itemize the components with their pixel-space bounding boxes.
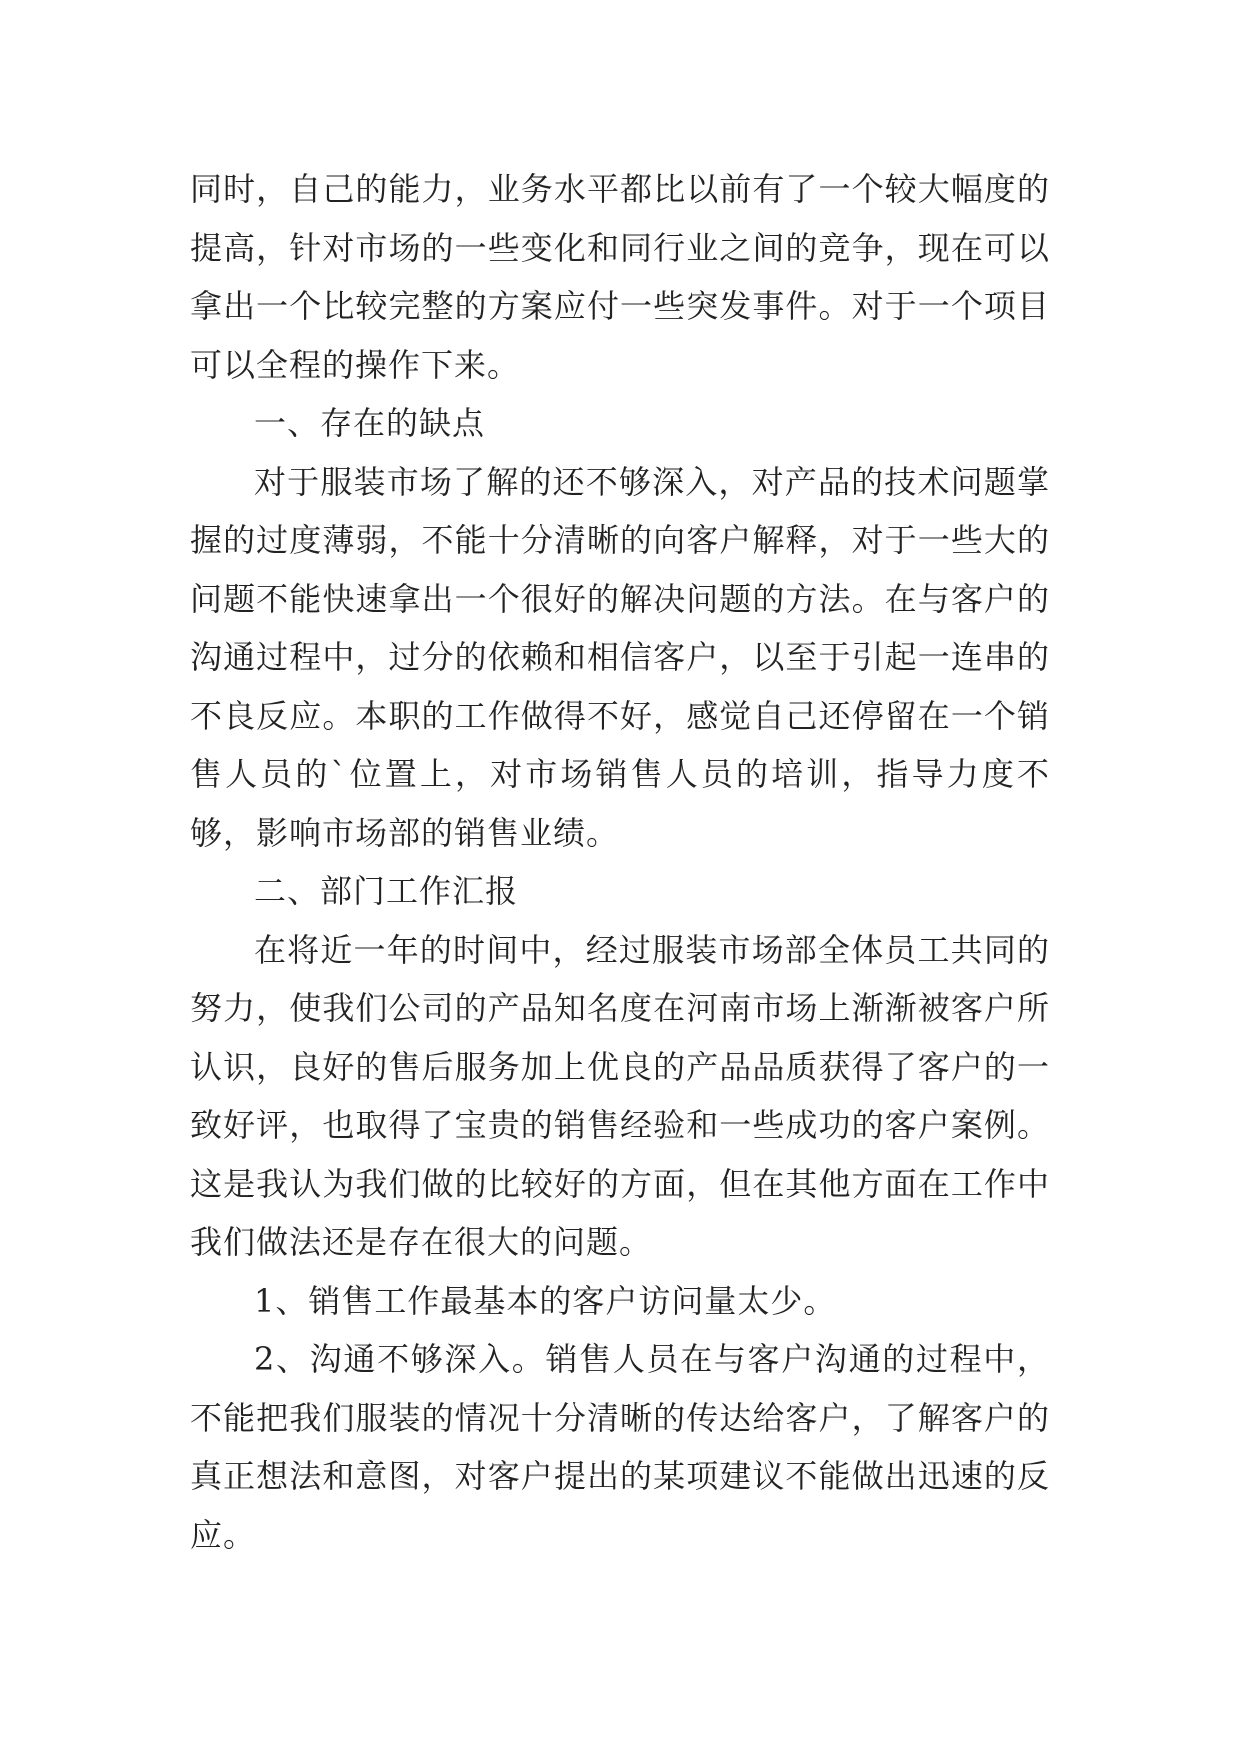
section-heading-shortcomings: 一、存在的缺点 xyxy=(254,404,486,442)
list-item-1: 1、销售工作最基本的客户访问量太少。 xyxy=(254,1281,837,1320)
paragraph-continuation: 同时，自己的能力，业务水平都比以前有了一个较大幅度的提高，针对市场的一些变化和同行业之间的竞争，现在可以拿出一个比较完整的方案应付一些突发事件。对于一个项目可以全程的操作下来。 xyxy=(190,170,1050,384)
section-heading-department-report: 二、部门工作汇报 xyxy=(254,872,519,910)
paragraph-shortcomings: 对于服装市场了解的还不够深入，对产品的技术问题掌握的过度薄弱，不能十分清晰的向客户解释，对于一些大的问题不能快速拿出一个很好的解决问题的方法。在与客户的沟通过程中，过分的依赖和相信客户，以至于引起一连串的不良反应。本职的工作做得不好，感觉自己还停留在一个销售人员的`位置上，对市场销售人员的培训，指导力度不够，影响市场部的销售业绩。 xyxy=(190,462,1050,852)
paragraph-department-report: 在将近一年的时间中，经过服装市场部全体员工共同的努力，使我们公司的产品知名度在河南市场上渐渐被客户所认识，良好的售后服务加上优良的产品品质获得了客户的一致好评，也取得了宝贵的销售经验和一些成功的客户案例。这是我认为我们做的比较好的方面，但在其他方面在工作中我们做法还是存在很大的问题。 xyxy=(190,930,1050,1261)
list-item-2: 2、沟通不够深入。销售人员在与客户沟通的过程中，不能把我们服装的情况十分清晰的传达给客户，了解客户的真正想法和意图，对客户提出的某项建议不能做出迅速的反应。 xyxy=(190,1340,1050,1554)
document-body xyxy=(190,160,1050,1564)
